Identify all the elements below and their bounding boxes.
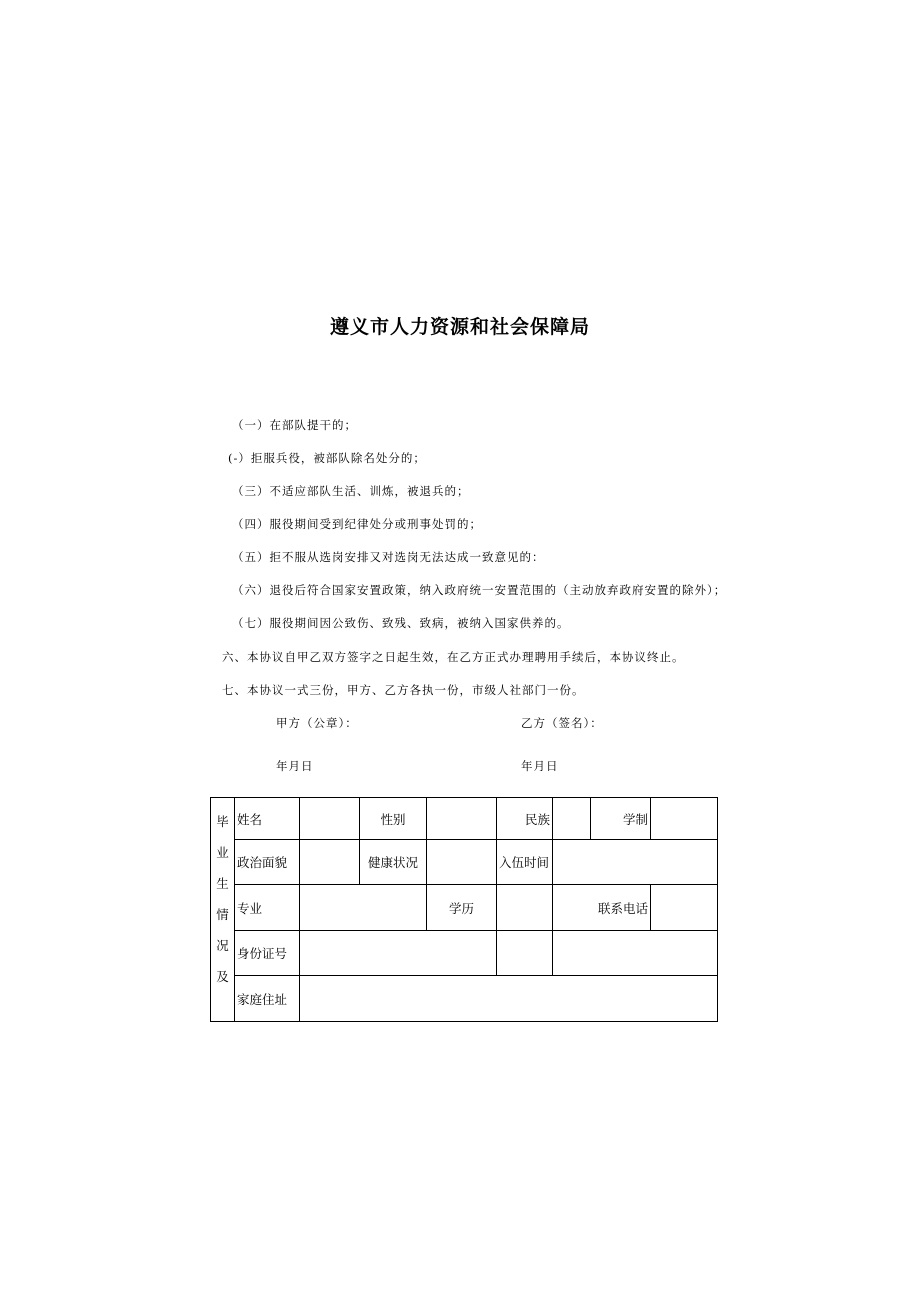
clause-item: (-）拒服兵役，被部队除名处分的； bbox=[228, 451, 426, 465]
table-cell-blank[interactable] bbox=[553, 931, 718, 976]
party-b-signature-label: 乙方（签名）： bbox=[521, 716, 603, 730]
side-label-char: 及 bbox=[216, 969, 229, 984]
id-number-field[interactable] bbox=[300, 931, 497, 976]
side-label-char: 毕 bbox=[216, 814, 229, 829]
education-label: 学历 bbox=[427, 885, 497, 931]
phone-field[interactable] bbox=[651, 885, 718, 931]
name-label: 姓名 bbox=[235, 798, 300, 840]
gender-field[interactable] bbox=[427, 798, 497, 840]
health-label: 健康状况 bbox=[360, 840, 427, 885]
clause-item: （七）服役期间因公致伤、致残、致病，被纳入国家供养的。 bbox=[232, 616, 570, 630]
table-cell-blank[interactable] bbox=[497, 931, 553, 976]
enlist-time-label: 入伍时间 bbox=[497, 840, 553, 885]
document-title: 遵义市人力资源和社会保障局 bbox=[329, 316, 590, 338]
clause-item: （三）不适应部队生活、训炼，被退兵的； bbox=[232, 484, 470, 498]
side-label-char: 业 bbox=[216, 845, 229, 860]
party-a-seal-label: 甲方（公章）： bbox=[276, 716, 358, 730]
schooling-field[interactable] bbox=[651, 798, 718, 840]
gender-label: 性别 bbox=[360, 798, 427, 840]
address-label: 家庭住址 bbox=[235, 976, 300, 1022]
ethnicity-field[interactable] bbox=[553, 798, 591, 840]
schooling-label: 学制 bbox=[591, 798, 651, 840]
clause-item: （六）退役后符合国家安置政策，纳入政府统一安置范围的（主动放弃政府安置的除外）； bbox=[232, 583, 727, 597]
political-field[interactable] bbox=[300, 840, 360, 885]
name-field[interactable] bbox=[300, 798, 360, 840]
side-label-char: 生 bbox=[216, 876, 229, 891]
clause-item: 七、本协议一式三份，甲方、乙方各执一份，市级人社部门一份。 bbox=[222, 683, 585, 697]
party-b-date: 年月日 bbox=[521, 759, 559, 773]
clause-item: 六、本协议自甲乙双方签字之日起生效，在乙方正式办理聘用手续后，本协议终止。 bbox=[222, 650, 685, 664]
political-label: 政治面貌 bbox=[235, 840, 300, 885]
side-label-cell bbox=[211, 798, 235, 1022]
education-field[interactable] bbox=[497, 885, 553, 931]
major-label: 专业 bbox=[235, 885, 300, 931]
side-label-char: 情 bbox=[216, 907, 229, 922]
health-field[interactable] bbox=[427, 840, 497, 885]
major-field[interactable] bbox=[300, 885, 427, 931]
enlist-time-field[interactable] bbox=[553, 840, 718, 885]
address-field[interactable] bbox=[300, 976, 718, 1022]
clause-item: （一）在部队提干的； bbox=[232, 418, 357, 432]
phone-label: 联系电话 bbox=[553, 885, 651, 931]
side-label-char: 况 bbox=[216, 938, 229, 953]
clause-item: （五）拒不服从选岗安排又对选岗无法达成一致意见的： bbox=[232, 550, 545, 564]
ethnicity-label: 民族 bbox=[497, 798, 553, 840]
clause-item: （四）服役期间受到纪律处分或刑事处罚的； bbox=[232, 517, 482, 531]
id-number-label: 身份证号 bbox=[235, 931, 300, 976]
graduate-info-table bbox=[210, 797, 718, 1022]
party-a-date: 年月日 bbox=[276, 759, 314, 773]
